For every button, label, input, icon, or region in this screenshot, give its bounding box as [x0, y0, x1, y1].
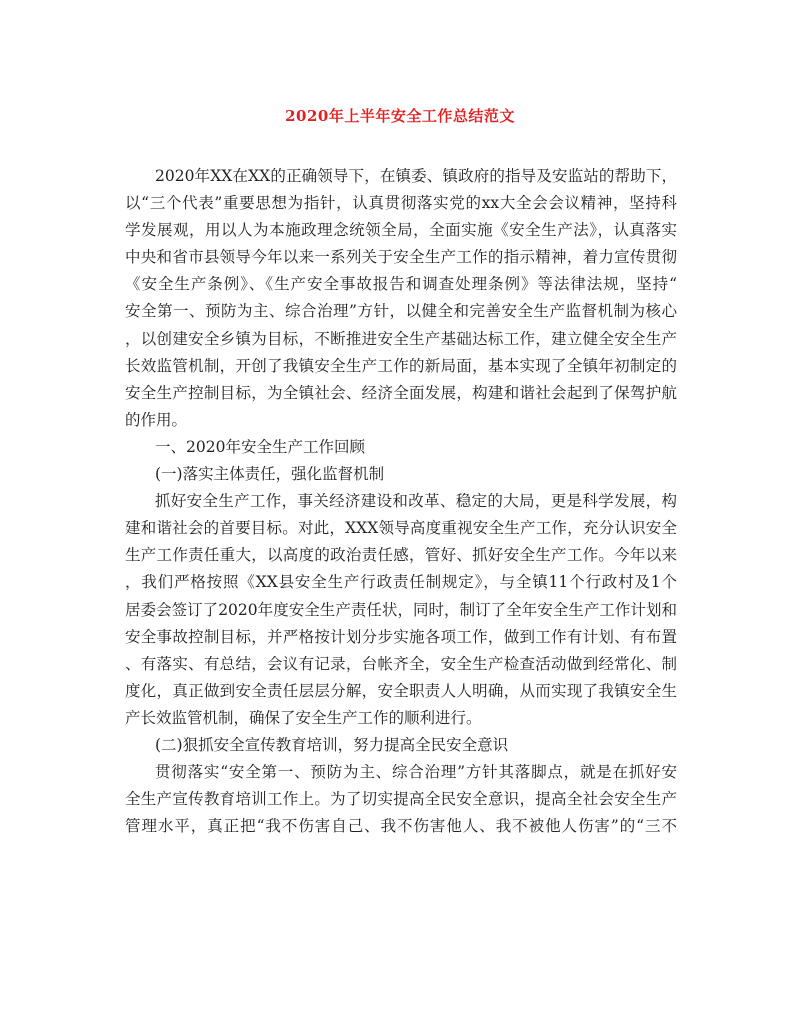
paragraph-line: 产长效监管机制，确保了安全生产工作的顺利进行。 [125, 708, 482, 727]
paragraph-line: 居委会签订了2020年度安全生产责任状，同时，制订了全年安全生产工作计划和 [125, 600, 677, 619]
section-heading: 一、2020年安全生产工作回顾 [155, 437, 365, 456]
paragraph-line: 贯彻落实“安全第一、预防为主、综合治理”方针其落脚点，就是在抓好安 [155, 763, 677, 782]
paragraph-line: 2020年XX在XX的正确领导下，在镇委、镇政府的指导及安监站的帮助下， [155, 167, 677, 185]
subsection-heading: (二)狠抓安全宣传教育培训，努力提高全民安全意识 [155, 735, 509, 754]
paragraph-line: 安全生产控制目标，为全镇社会、经济全面发展，构建和谐社会起到了保驾护航 [125, 383, 677, 402]
paragraph-line: 安全事故控制目标，并严格按计划分步实施各项工作，做到工作有计划、有布置 [125, 627, 677, 646]
paragraph-line: 以“三个代表”重要思想为指针，认真贯彻落实党的xx大全会会议精神，坚持科 [125, 194, 677, 213]
paragraph-line: 全生产宣传教育培训工作上。为了切实提高全民安全意识，提高全社会安全生产 [125, 790, 677, 809]
paragraph-line: 抓好安全生产工作，事关经济建设和改革、稳定的大局，更是科学发展，构 [155, 492, 677, 511]
paragraph-line: 长效监管机制，开创了我镇安全生产工作的新局面，基本实现了全镇年初制定的 [125, 356, 677, 375]
paragraph-line: 度化，真正做到安全责任层层分解，安全职责人人明确，从而实现了我镇安全生 [125, 681, 677, 700]
paragraph-line: 安全第一、预防为主、综合治理”方针，以健全和完善安全生产监督机制为核心 [125, 302, 677, 321]
paragraph-line: 中央和省市县领导今年以来一系列关于安全生产工作的指示精神，着力宣传贯彻 [125, 248, 677, 267]
paragraph-line: 生产工作责任重大，以高度的政治责任感，管好、抓好安全生产工作。今年以来 [125, 546, 677, 565]
paragraph-line: ，我们严格按照《XX县安全生产行政责任制规定》，与全镇11个行政村及1个 [125, 573, 677, 592]
document-title: 2020年上半年安全工作总结范文 [285, 107, 515, 125]
paragraph-line: 管理水平，真正把“我不伤害自己、我不伤害他人、我不被他人伤害”的“三不 [125, 817, 677, 836]
document-body [125, 163, 677, 840]
paragraph-line: 建和谐社会的首要目标。对此，XXX领导高度重视安全生产工作，充分认识安全 [125, 519, 677, 538]
paragraph-line: 、有落实、有总结，会议有记录，台帐齐全，安全生产检查活动做到经常化、制 [125, 654, 677, 673]
subsection-heading: (一)落实主体责任，强化监督机制 [155, 465, 385, 484]
paragraph-line: 的作用。 [125, 410, 188, 429]
paragraph-line: 《安全生产条例》、《生产安全事故报告和调查处理条例》等法律法规，坚持“ [125, 275, 677, 294]
paragraph-line: ，以创建安全乡镇为目标，不断推进安全生产基础达标工作，建立健全安全生产 [125, 329, 677, 348]
paragraph-line: 学发展观，用以人为本施政理念统领全局，全面实施《安全生产法》，认真落实 [125, 221, 677, 240]
